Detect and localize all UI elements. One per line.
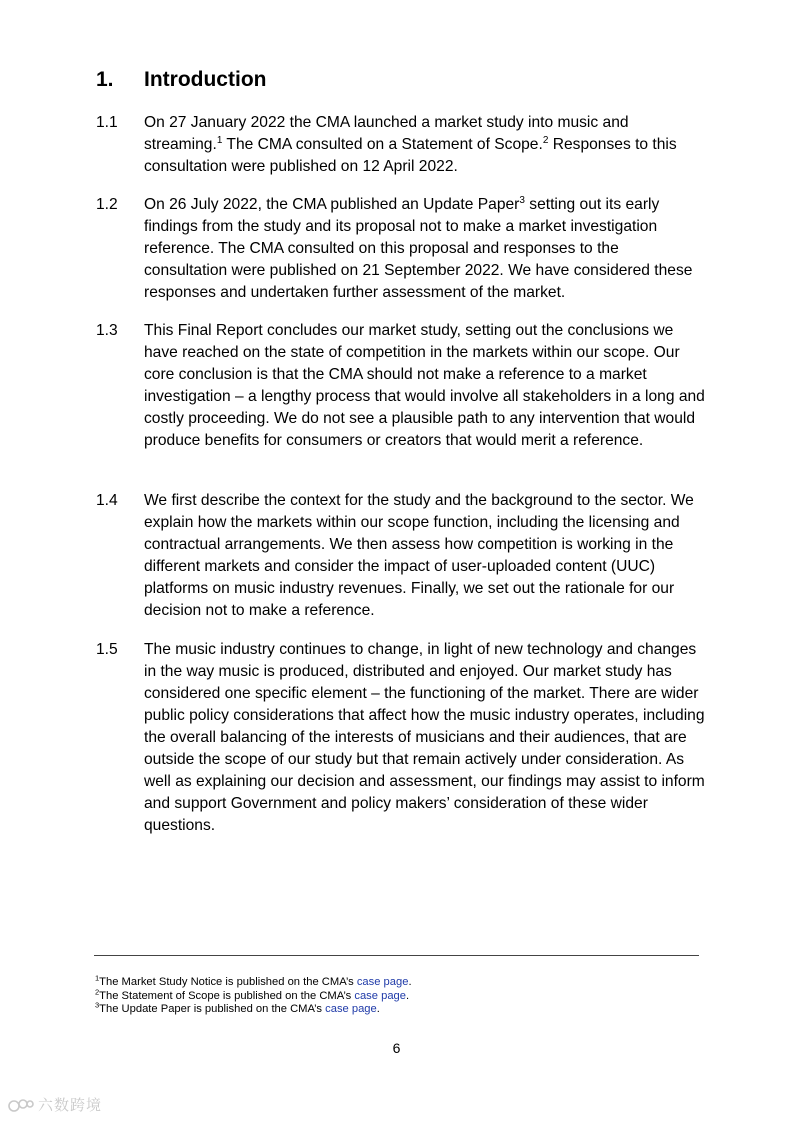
section-number: 1. bbox=[96, 68, 114, 91]
footnote-marker: 2 bbox=[95, 986, 100, 996]
section-title: Introduction bbox=[144, 68, 267, 91]
page-number: 6 bbox=[392, 1040, 401, 1056]
watermark-logo-icon bbox=[8, 1097, 34, 1113]
section-heading bbox=[96, 66, 266, 94]
footnote-ref: 2 bbox=[542, 134, 549, 146]
footnote-1 bbox=[95, 973, 412, 990]
text-run: setting out its early findings from the study and its proposal not to make a market investigation reference. The CMA consulted on this proposal and responses to the consultation were published on 21 September 2022. We have considered these responses and undertaken further assessment of the market. bbox=[144, 196, 693, 301]
footnote-end: . bbox=[376, 1003, 380, 1015]
footnote-end: . bbox=[408, 976, 412, 988]
text-run: We first describe the context for the study and the background to the sector. We explain how the markets within our scope function, including the licensing and contractual arrangements. We then assess how competition is working in the different markets and consider the impact of user-uploaded content (UUC) platforms on music industry revenues. Finally, we set out the rationale for our decision not to make a reference. bbox=[144, 492, 694, 619]
paragraph-number: 1.5 bbox=[96, 641, 118, 658]
footnote-marker: 3 bbox=[95, 1000, 100, 1010]
footnote-text: The Update Paper is published on the CMA’s bbox=[99, 1003, 326, 1015]
footnotes bbox=[95, 973, 412, 1017]
footnote-text: The Statement of Scope is published on the CMA’s bbox=[99, 989, 355, 1002]
paragraph-1-3 bbox=[96, 320, 706, 452]
paragraph-number: 1.2 bbox=[96, 196, 118, 213]
paragraph-number: 1.1 bbox=[96, 114, 118, 131]
text-run: Responses to this consultation were published on 12 April 2022. bbox=[144, 136, 677, 175]
footnote-ref: 3 bbox=[519, 194, 525, 206]
case-page-link[interactable]: case page bbox=[356, 976, 409, 988]
paragraph-text bbox=[144, 194, 706, 304]
footnote-end: . bbox=[406, 989, 410, 1002]
paragraph-text bbox=[144, 639, 706, 837]
footnote-2 bbox=[95, 986, 412, 1004]
text-run: This Final Report concludes our market study, setting out the conclusions we have reached on the state of competition in the markets within our scope. Our core conclusion is that the CMA should not make a reference to a market investigation – a lengthy process that would involve all stakeholders in a long and costly proceeding. We do not see a plausible path to any intervention that would produce benefits for consumers or creators that would merit a reference. bbox=[144, 322, 705, 449]
watermark bbox=[8, 1094, 102, 1115]
paragraph-number: 1.3 bbox=[96, 322, 118, 339]
text-run: The music industry continues to change, in light of new technology and changes in the way music is produced, distributed and enjoyed. Our market study has considered one specific element – the functioning of the market. There are wider public policy considerations that affect how the music industry operates, including the overall balancing of the interests of musicians and their audiences, that are outside the scope of our study but that remain actively under consideration. As well as explaining our decision and assessment, our findings may assist to inform and support Government and policy makers’ consideration of these wider questions. bbox=[144, 641, 705, 834]
paragraph-text bbox=[144, 490, 706, 622]
text-run: On 26 July 2022, the CMA published an Update Paper bbox=[144, 196, 520, 213]
footnote-marker: 1 bbox=[95, 973, 100, 983]
footnote-divider bbox=[94, 955, 699, 956]
footnote-text: The Market Study Notice is published on the CMA’s bbox=[99, 976, 357, 988]
paragraph-1-2 bbox=[96, 194, 706, 304]
paragraph-1-4 bbox=[96, 490, 706, 622]
footnote-ref: 1 bbox=[216, 134, 223, 146]
paragraph-text bbox=[144, 112, 706, 178]
paragraph-number: 1.4 bbox=[96, 492, 118, 509]
paragraph-1-5 bbox=[96, 639, 706, 837]
watermark-text: 六数跨境 bbox=[38, 1097, 103, 1114]
footnote-3 bbox=[95, 1000, 412, 1017]
case-page-link[interactable]: case page bbox=[354, 989, 406, 1002]
paragraph-1-1 bbox=[96, 112, 706, 178]
text-run: The CMA consulted on a Statement of Scope. bbox=[222, 136, 543, 153]
paragraph-text bbox=[144, 320, 706, 452]
text-run: On 27 January 2022 the CMA launched a market study into music and streaming. bbox=[144, 114, 629, 153]
case-page-link[interactable]: case page bbox=[325, 1003, 377, 1015]
